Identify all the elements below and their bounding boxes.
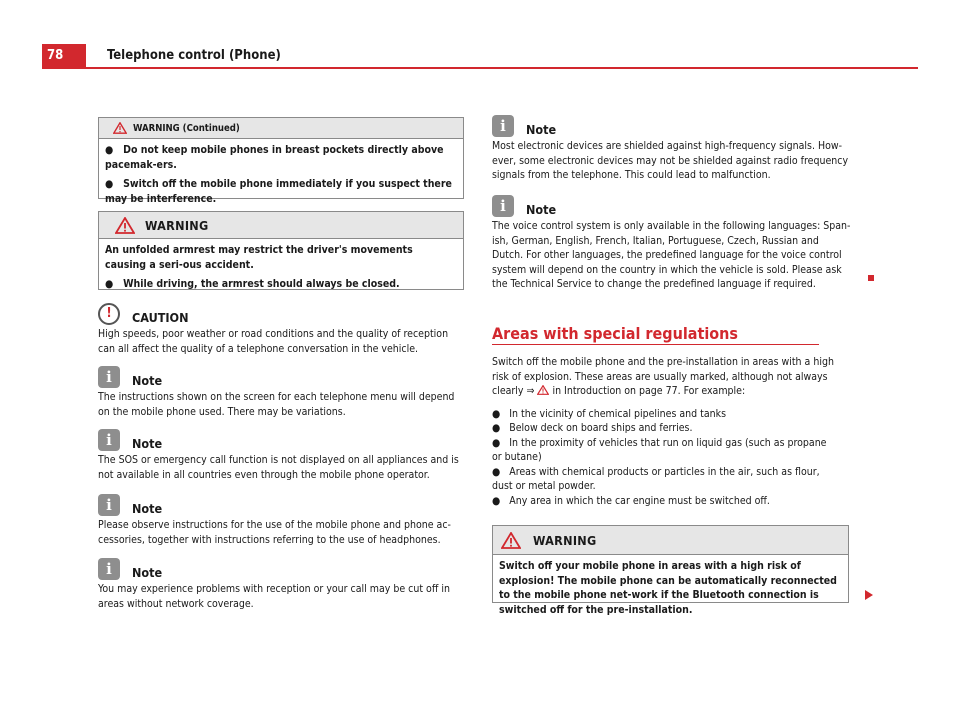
warning-armrest-text: An unfolded armrest may restrict the driver's movements causing a seri-ous accident. xyxy=(105,244,413,271)
note-title: Note xyxy=(132,564,163,580)
note-block xyxy=(98,366,466,419)
note-block xyxy=(98,558,466,611)
note-text: The instructions shown on the screen for each telephone menu will depend on the mobile phone used. There may be variations. xyxy=(98,391,455,418)
note-text: Please observe instructions for the use of the mobile phone and phone ac-cessories, together with instructions referring to the use of headphones. xyxy=(98,519,451,546)
page-title: Telephone control (Phone) xyxy=(107,48,281,63)
warning-triangle-icon xyxy=(537,385,549,395)
note-title: Note xyxy=(132,500,163,516)
note-block xyxy=(98,429,466,482)
section-intro: Switch off the mobile phone and the pre-installation in areas with a high risk of explosion. These areas are usually marked, although not always clearly ⇒ in Introduction on page 77. For example: xyxy=(492,356,834,397)
caution-title: CAUTION xyxy=(132,309,189,325)
caution-text: High speeds, poor weather or road conditions and the quality of reception can all affect the quality of a telephone conversation in the vehicle. xyxy=(98,328,449,355)
info-note-icon: i xyxy=(98,366,120,388)
warning-explosion-title: WARNING xyxy=(533,532,597,548)
warning-continued-title: WARNING (Continued) xyxy=(133,122,240,134)
continue-arrow-icon xyxy=(865,590,873,600)
section-title: Areas with special regulations xyxy=(492,324,738,343)
warning-armrest-box xyxy=(98,211,464,290)
note-block xyxy=(98,494,466,547)
note-text: The voice control system is only available in the following languages: Span-ish, German, English, French, Italian, Portuguese, Czech, Russian and Dutch. For other languages, the predefined language for the voice control system will depend on the country in which the vehicle is sold. Please ask the Technical Service to change the predefined language if required. xyxy=(492,220,851,290)
note-text: Most electronic devices are shielded against high-frequency signals. How-ever, some electronic devices may not be shielded against radio frequency signals from the telephone. This could lead to malfunction. xyxy=(492,140,849,181)
section-end-marker xyxy=(868,275,874,281)
list-item: ● Do not keep mobile phones in breast pockets directly above pacemak-ers. xyxy=(105,144,444,171)
section-rule xyxy=(492,344,819,345)
warning-explosion-box xyxy=(492,525,849,616)
note-title: Note xyxy=(132,372,163,388)
warning-triangle-icon xyxy=(113,122,127,134)
warning-continued-header xyxy=(99,118,463,139)
warning-explosion-header xyxy=(493,526,848,555)
note-title: Note xyxy=(132,435,163,451)
list-item: ● In the vicinity of chemical pipelines and tanks xyxy=(492,407,727,420)
info-note-icon: i xyxy=(98,494,120,516)
note-text: The SOS or emergency call function is not displayed on all appliances and is not available in all countries even through the mobile phone operator. xyxy=(98,454,459,481)
note-block xyxy=(492,195,852,292)
list-item: ● Areas with chemical products or particles in the air, such as flour, dust or metal powder. xyxy=(492,465,820,492)
list-item: ● Any area in which the car engine must be switched off. xyxy=(492,494,770,507)
warning-armrest-header xyxy=(99,212,463,239)
info-note-icon: i xyxy=(492,195,514,217)
warning-armrest-title: WARNING xyxy=(145,217,209,233)
list-item: ● In the proximity of vehicles that run on liquid gas (such as propane or butane) xyxy=(492,436,827,463)
info-note-icon: i xyxy=(492,115,514,137)
page-number: 78 xyxy=(42,44,86,68)
info-note-icon: i xyxy=(98,429,120,451)
info-note-icon: i xyxy=(98,558,120,580)
warning-triangle-icon xyxy=(115,217,135,234)
list-item: ● Below deck on board ships and ferries. xyxy=(492,422,693,434)
note-block xyxy=(492,115,852,183)
section-body xyxy=(492,355,838,508)
warning-triangle-icon xyxy=(501,532,521,549)
list-item: ● Switch off the mobile phone immediately if you suspect there may be interference. xyxy=(105,178,452,205)
note-title: Note xyxy=(526,201,557,217)
caution-icon: ! xyxy=(98,303,120,325)
note-text: You may experience problems with reception or your call may be cut off in areas without network coverage. xyxy=(98,583,450,610)
warning-continued-box xyxy=(98,117,464,205)
list-item: ● While driving, the armrest should always be closed. xyxy=(105,278,400,290)
header-rule xyxy=(42,67,918,69)
note-title: Note xyxy=(526,121,557,137)
caution-block xyxy=(98,303,466,356)
warning-explosion-text: Switch off your mobile phone in areas with a high risk of explosion! The mobile phone can be automatically reconnected to the mobile phone net-work if the Bluetooth connection is switched off for the pre-installation. xyxy=(499,560,837,616)
